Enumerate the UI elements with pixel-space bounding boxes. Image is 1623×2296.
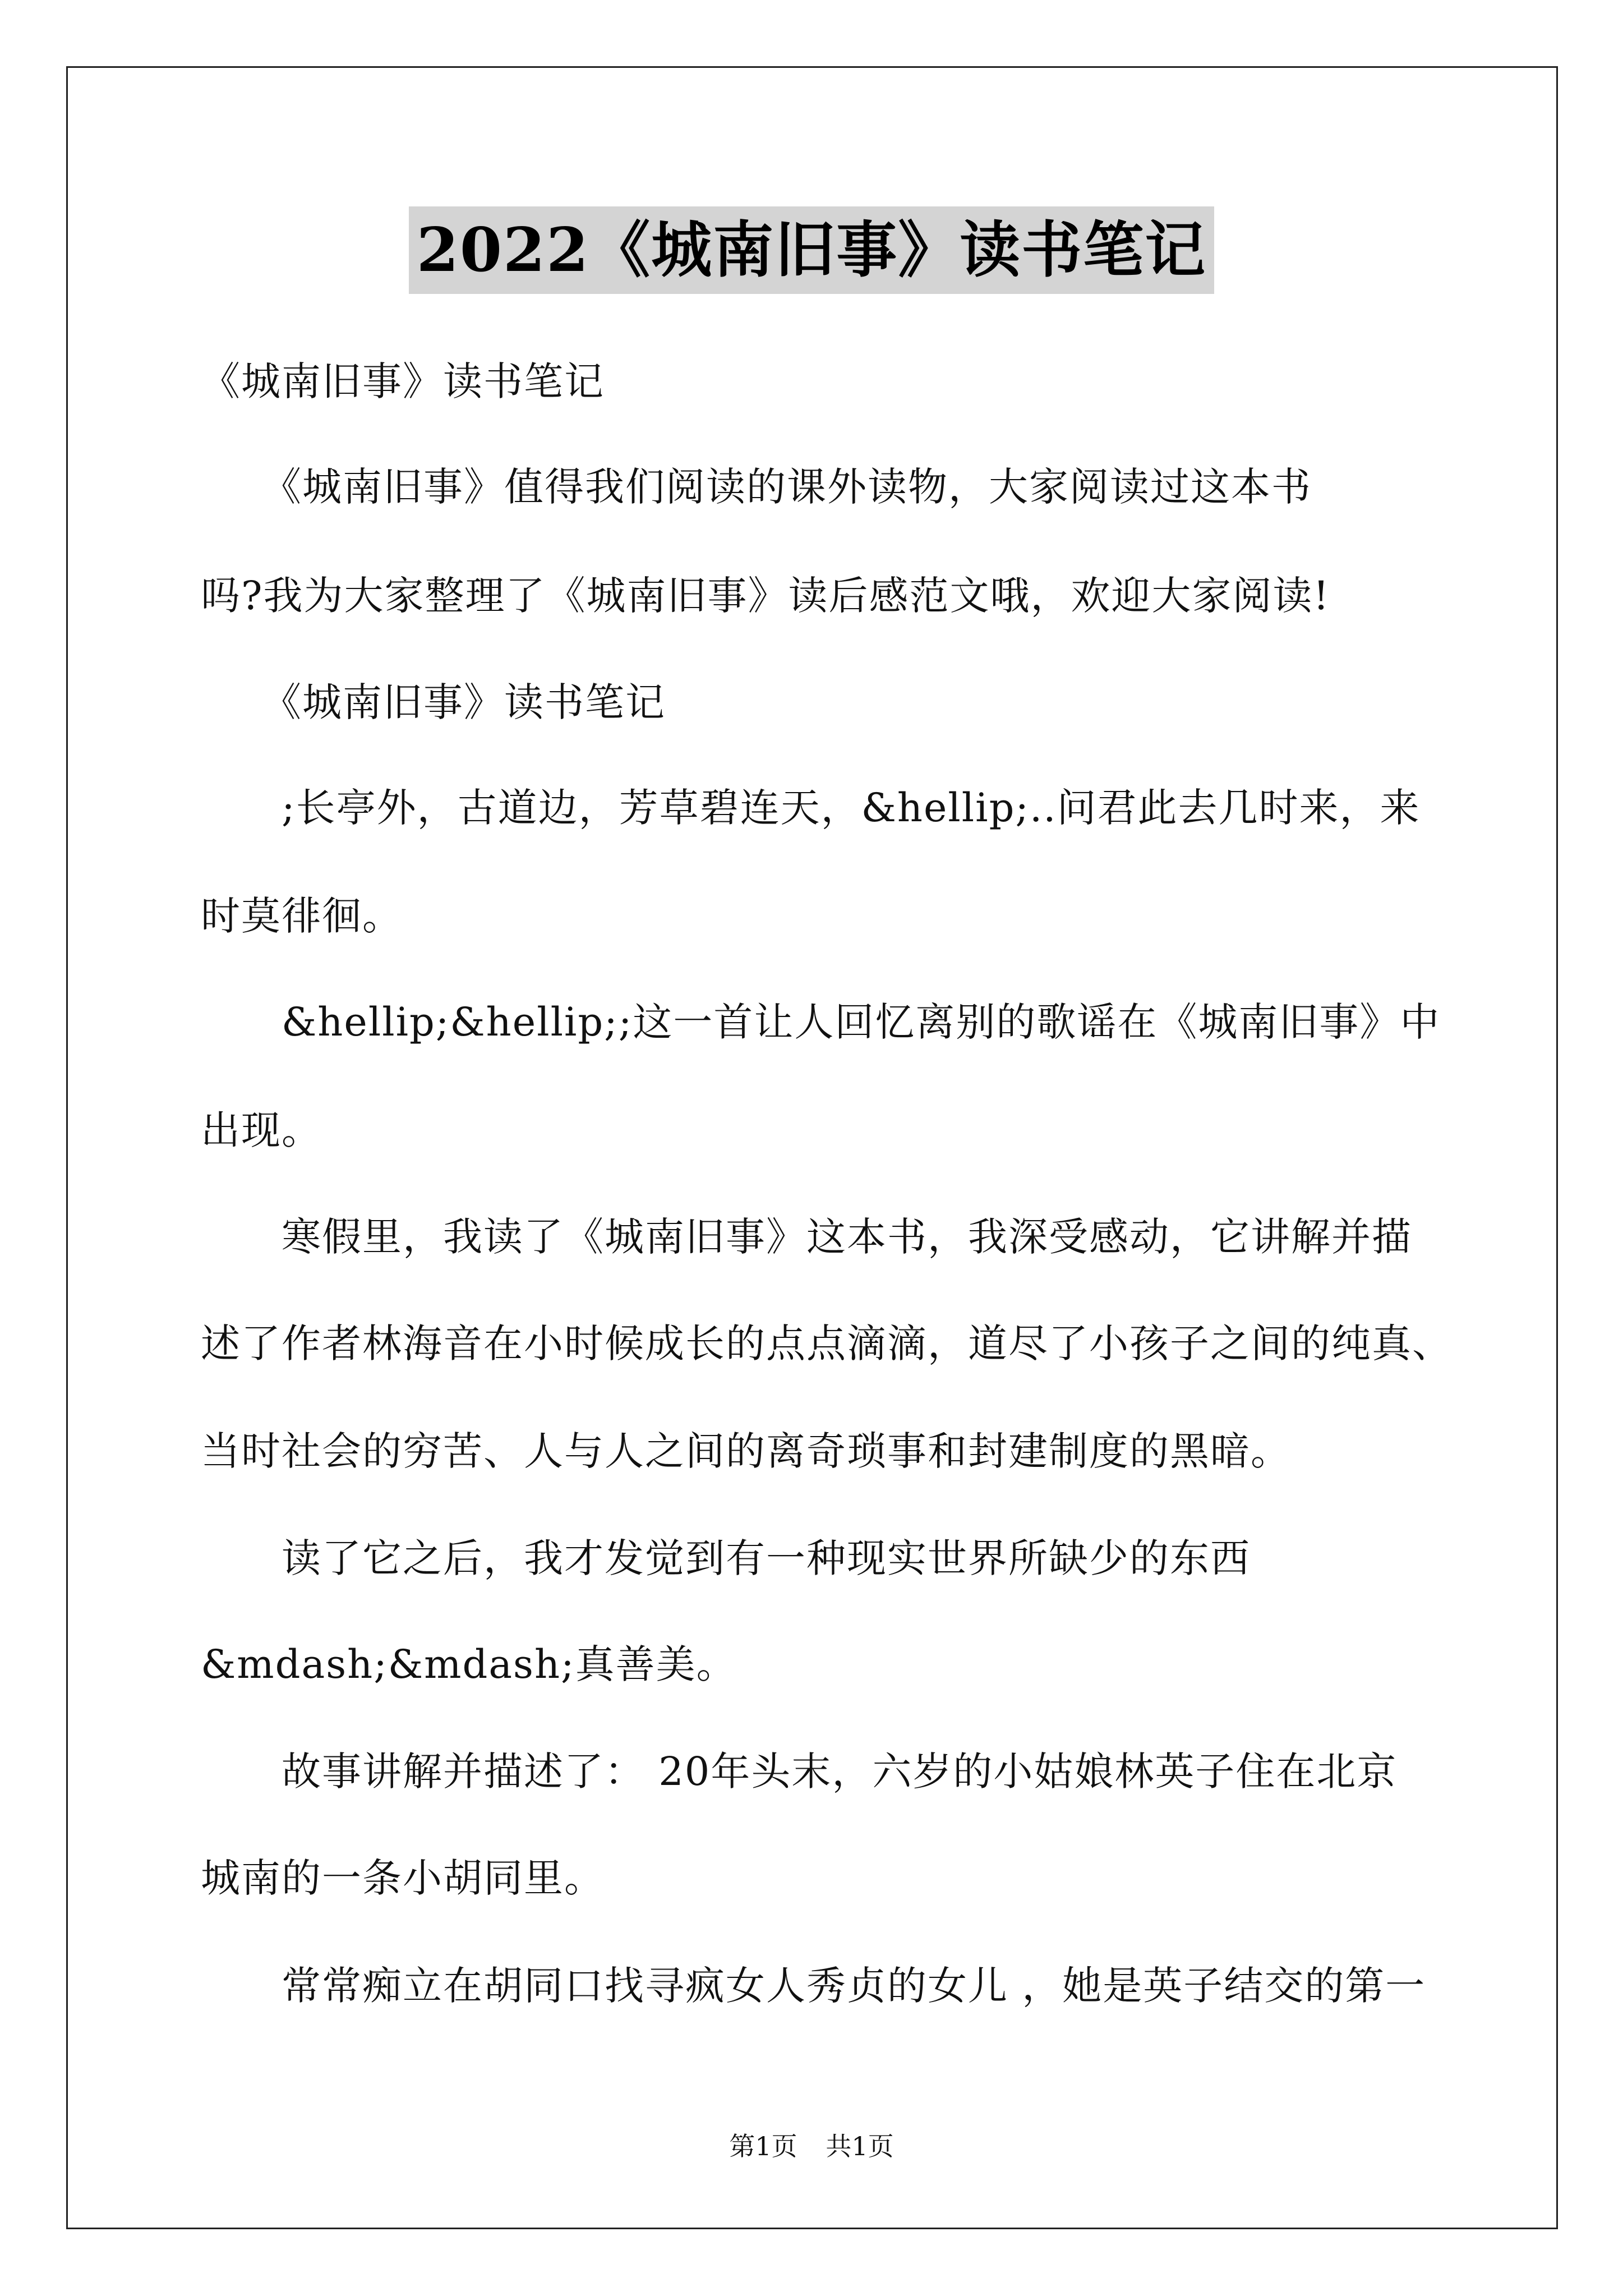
title-container (0, 206, 1623, 294)
body-line-15: 常常痴立在胡同口找寻疯女人秀贞的女儿 ，她是英子结交的第一 (201, 1963, 1426, 2009)
page-number: 第1页 (729, 2131, 797, 2161)
body-line-5: 时莫徘徊。 (201, 893, 403, 939)
body-line-8: 寒假里，我读了《城南旧事》这本书，我深受感动，它讲解并描 (201, 1214, 1412, 1260)
page-total: 共1页 (826, 2131, 894, 2161)
body-line-6: &hellip;&hellip;;这一首让人回忆离别的歌谣在《城南旧事》中 (201, 999, 1441, 1045)
document-title: 2022《城南旧事》读书笔记 (409, 206, 1215, 294)
body-line-2: 吗?我为大家整理了《城南旧事》读后感范文哦，欢迎大家阅读! (201, 573, 1330, 619)
body-line-9: 述了作者林海音在小时候成长的点点滴滴，道尽了小孩子之间的纯真、 (201, 1320, 1453, 1366)
page-footer (0, 2126, 1623, 2163)
body-line-7: 出现。 (201, 1107, 322, 1153)
body-line-1: 《城南旧事》值得我们阅读的课外读物，大家阅读过这本书 (201, 464, 1312, 510)
body-line-11: 读了它之后，我才发觉到有一种现实世界所缺少的东西 (201, 1535, 1251, 1581)
body-line-3: 《城南旧事》读书笔记 (201, 679, 666, 725)
body-line-13: 故事讲解并描述了： 20年头末，六岁的小姑娘林英子住在北京 (201, 1749, 1398, 1795)
body-line-4: ;长亭外，古道边，芳草碧连天，&hellip;..问君此去几时来，来 (201, 785, 1421, 831)
body-line-14: 城南的一条小胡同里。 (201, 1855, 605, 1901)
subtitle-line: 《城南旧事》读书笔记 (201, 358, 605, 404)
body-line-12: &mdash;&mdash;真善美。 (201, 1641, 737, 1687)
body-line-10: 当时社会的穷苦、人与人之间的离奇琐事和封建制度的黑暗。 (201, 1428, 1291, 1474)
